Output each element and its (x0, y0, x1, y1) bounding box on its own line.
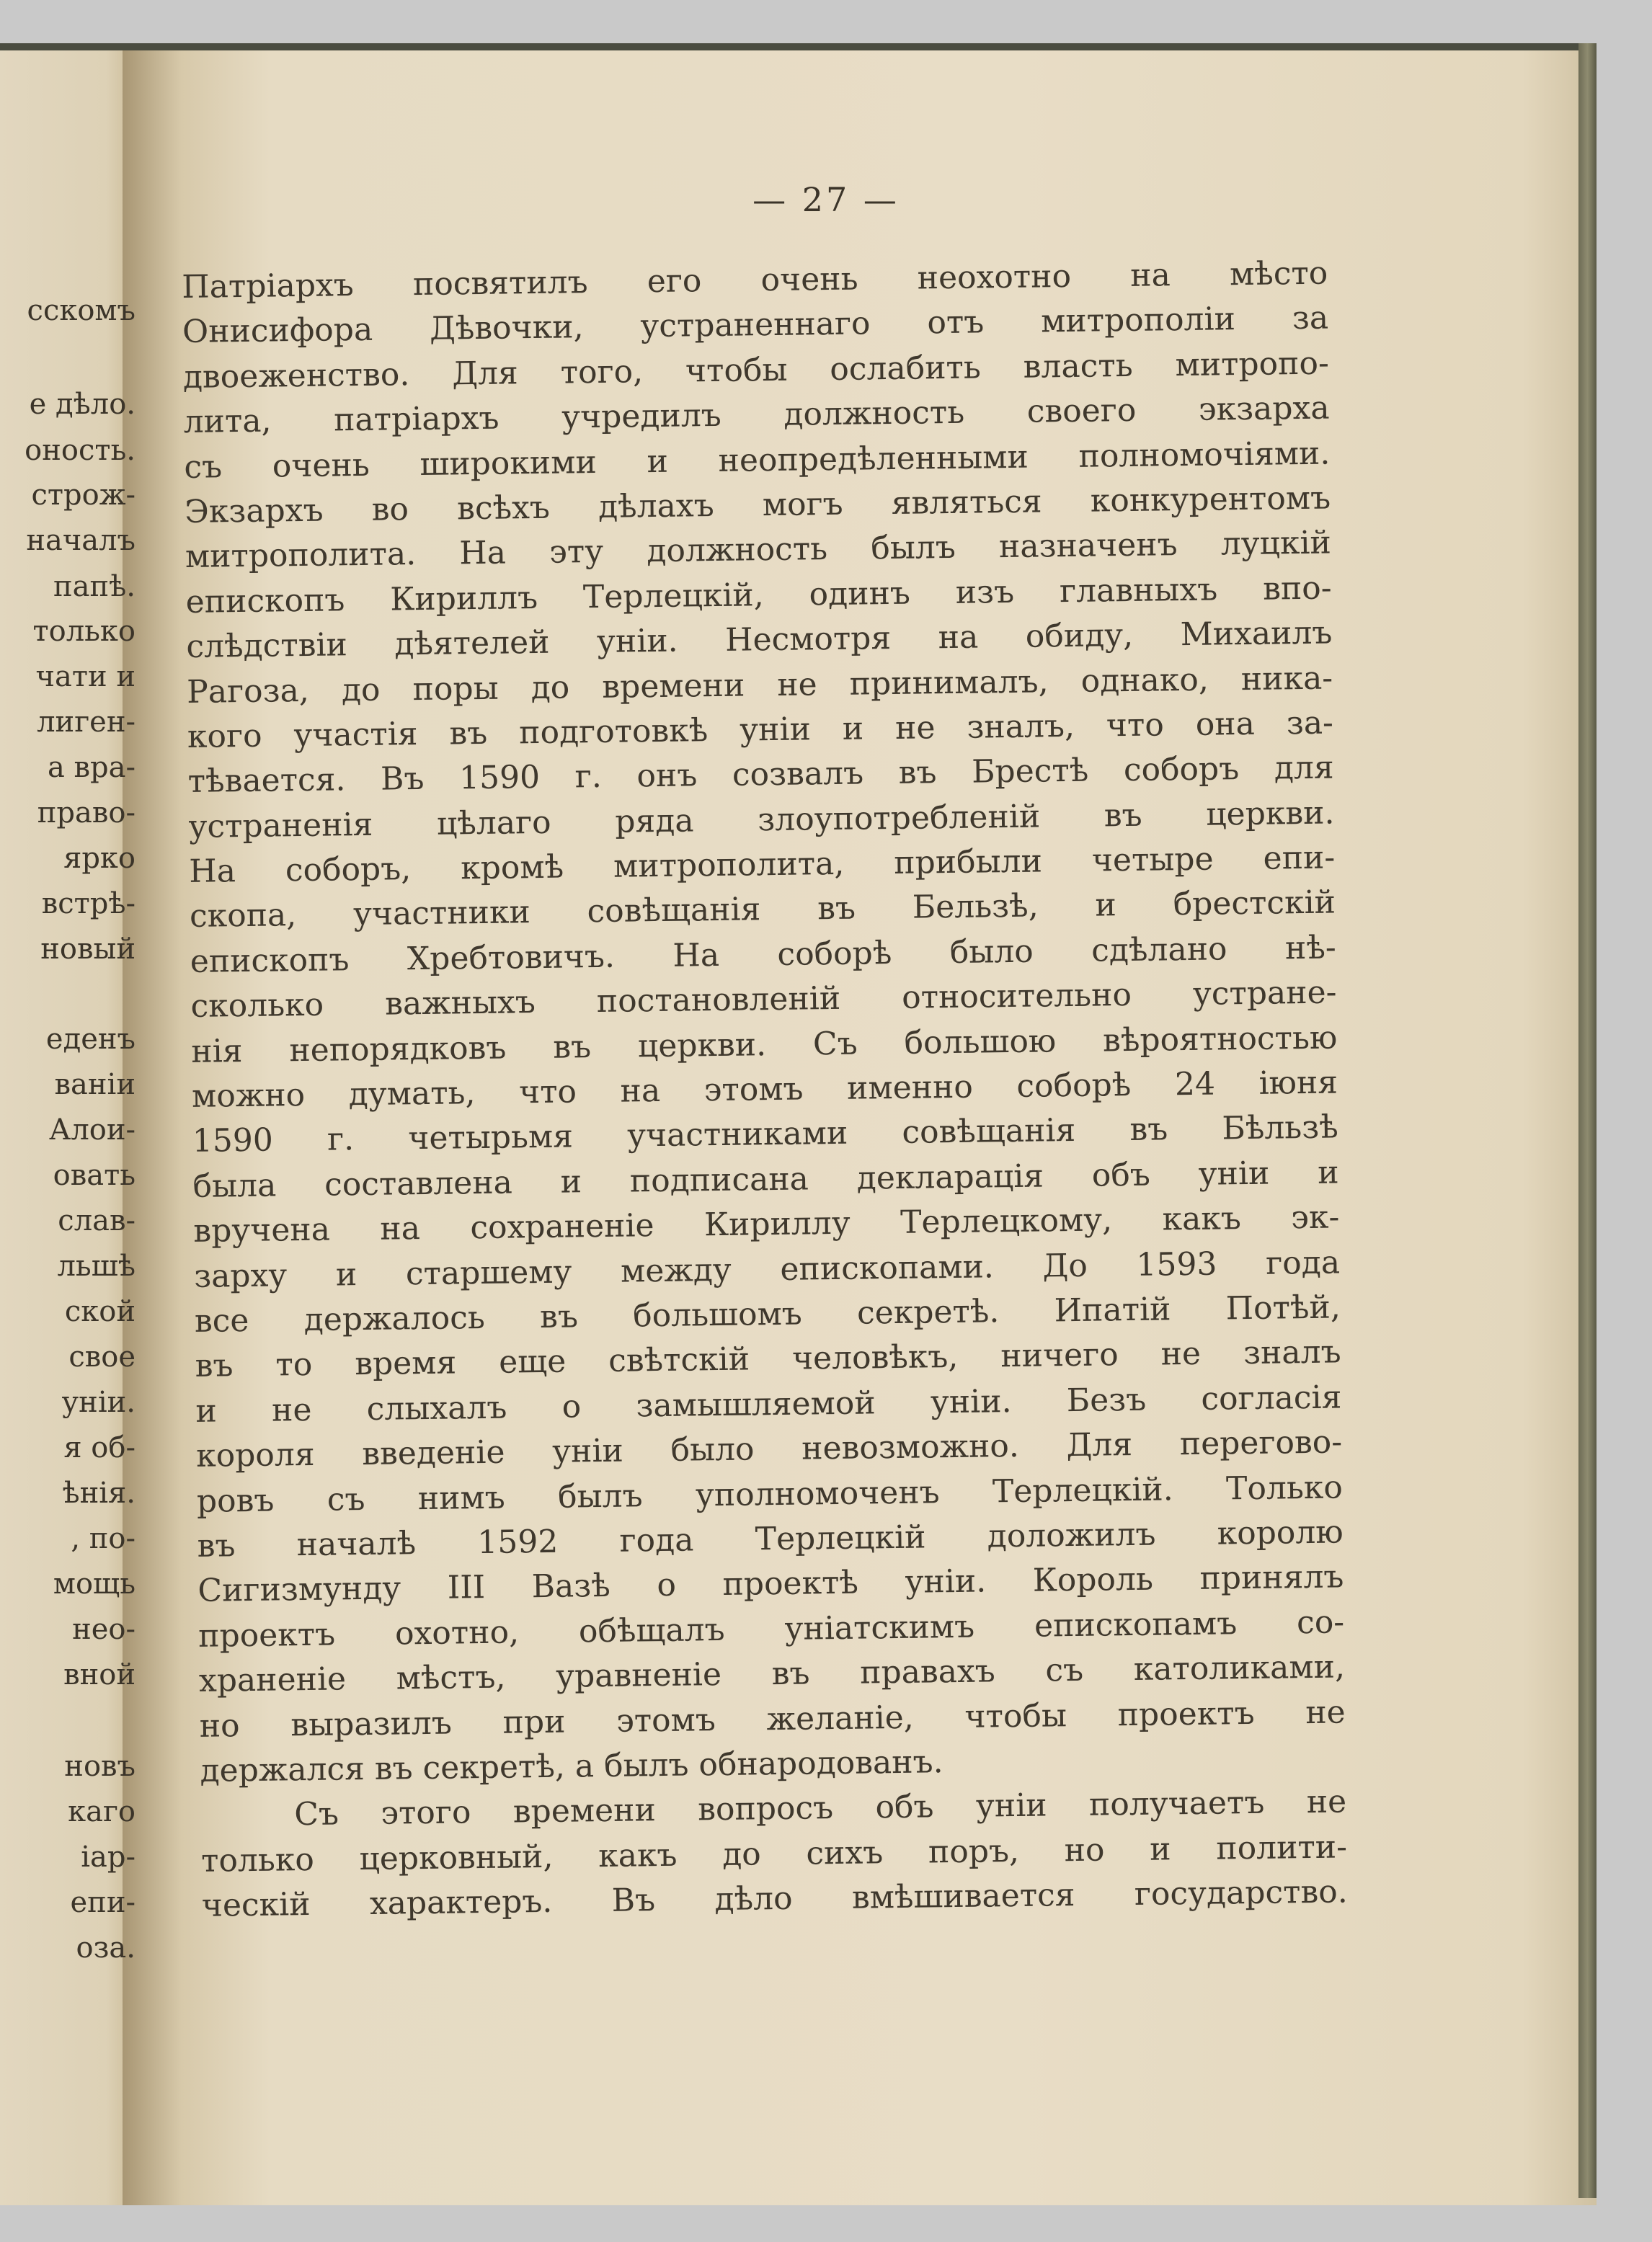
left-fragment: сскомъ (27, 294, 136, 327)
left-fragment: епи- (70, 1886, 136, 1919)
page-edge (1578, 43, 1597, 2198)
left-fragment: новъ (64, 1750, 136, 1783)
left-fragment: е дѣло. (29, 388, 136, 421)
text-line: сколько важныхъ постановленій относительно устране- (190, 974, 1337, 1026)
left-fragment: свое (68, 1340, 136, 1374)
text-line: епископъ Хребтовичъ. На соборѣ было сдѣлано нѣ- (190, 929, 1336, 980)
text-line: устраненія цѣлаго ряда злоупотребленій въ церкви. (188, 794, 1335, 845)
text-line: Экзархъ во всѣхъ дѣлахъ могъ являться конкурентомъ (184, 479, 1331, 530)
left-fragment: нео- (72, 1613, 136, 1646)
text-line: скопа, участники совѣщанія въ Бельзѣ, и брестскій (189, 884, 1336, 935)
text-line: Рагоза, до поры до времени не принималъ, однако, ника- (186, 659, 1333, 711)
text-line: съ очень широкими и неопредѣленными полномочіями. (184, 435, 1331, 486)
left-fragment: льшѣ (57, 1250, 136, 1283)
left-fragment: ской (64, 1295, 136, 1328)
text-line: ровъ съ нимъ былъ уполномоченъ Терлецкій. Только (196, 1468, 1344, 1520)
left-fragment: овать (53, 1159, 136, 1192)
text-line: зарху и старшему между епископами. До 1593 года (193, 1244, 1341, 1295)
left-fragment: чати и (35, 660, 136, 693)
text-line: двоеженство. Для того, чтобы ослабить власть митропо- (182, 344, 1330, 396)
text-line: короля введеніе уніи было невозможно. Для перегово- (195, 1423, 1343, 1475)
text-line: ческій характеръ. Въ дѣло вмѣшивается государство. (201, 1873, 1349, 1924)
left-fragment: лиген- (37, 706, 136, 739)
left-fragment: началъ (26, 524, 136, 557)
text-line: нія непорядковъ въ церкви. Съ большою вѣроятностью (191, 1019, 1338, 1070)
left-fragment: только (32, 615, 136, 648)
left-fragment: новый (40, 933, 136, 966)
left-fragment: я об- (63, 1431, 136, 1464)
text-line: кого участія въ подготовкѣ уніи и не зналъ, что она за- (187, 704, 1334, 755)
body-text (182, 252, 1348, 1929)
left-fragment: , по- (71, 1522, 136, 1555)
text-line: Съ этого времени вопросъ объ уніи получаетъ не (293, 1783, 1347, 1833)
left-fragment: Алои- (49, 1113, 136, 1147)
text-line: 1590 г. четырьмя участниками совѣщанія въ Бѣльзѣ (192, 1108, 1339, 1160)
left-fragment: ярко (63, 842, 136, 875)
left-page-text (0, 0, 144, 2242)
text-line: въ то время еще свѣтскій человѣкъ, ничего не зналъ (195, 1333, 1341, 1385)
left-fragment: слав- (58, 1204, 136, 1237)
left-fragment: мощь (53, 1567, 136, 1601)
text-line: митрополита. На эту должность былъ назначенъ луцкій (185, 524, 1332, 576)
text-line: все держалось въ большомъ секретѣ. Ипатій Потѣй, (194, 1289, 1341, 1340)
left-fragment: оза. (76, 1931, 136, 1965)
left-fragment: еденъ (45, 1023, 136, 1056)
text-line: слѣдствіи дѣятелей уніи. Несмотря на обиду, Михаилъ (186, 614, 1333, 666)
left-fragment: папѣ. (53, 570, 136, 603)
left-fragment: а вра- (47, 751, 136, 784)
left-fragment: право- (37, 796, 136, 829)
text-line: Патріархъ посвятилъ его очень неохотно на мѣсто (182, 254, 1328, 306)
left-fragment: оность. (25, 434, 136, 467)
text-line: можно думать, что на этомъ именно соборѣ 24 іюня (191, 1064, 1338, 1115)
text-line: епископъ Кириллъ Терлецкій, одинъ изъ главныхъ впо- (185, 569, 1332, 620)
left-fragment: строж- (31, 479, 136, 512)
left-fragment: вной (63, 1658, 136, 1691)
text-line: проектъ охотно, обѣщалъ уніатскимъ епископамъ со- (197, 1603, 1345, 1655)
text-line: На соборъ, кромѣ митрополита, прибыли четыре епи- (188, 839, 1336, 891)
text-line: храненіе мѣстъ, уравненіе въ правахъ съ католиками, (198, 1648, 1346, 1699)
text-line: лита, патріархъ учредилъ должность своего экзарха (183, 389, 1330, 441)
text-line: въ началѣ 1592 года Терлецкій доложилъ королю (197, 1513, 1344, 1565)
text-line: и не слыхалъ о замышляемой уніи. Безъ согласія (195, 1379, 1342, 1430)
left-fragment: каго (68, 1795, 136, 1828)
left-fragment: уніи. (61, 1386, 136, 1419)
text-line: Онисифора Дѣвочки, устраненнаго отъ митрополіи за (182, 299, 1329, 351)
page-number: — 27 — (752, 180, 900, 219)
text-line: вручена на сохраненіе Кириллу Терлецкому, какъ эк- (193, 1198, 1340, 1250)
left-fragment: іар- (81, 1841, 136, 1874)
left-fragment: ваніи (54, 1068, 136, 1101)
text-line: только церковный, какъ до сихъ поръ, но и полити- (200, 1828, 1348, 1880)
text-line: держался въ секретѣ, а былъ обнародованъ. (200, 1743, 943, 1789)
text-line: но выразилъ при этомъ желаніе, чтобы проектъ не (199, 1693, 1346, 1745)
text-line: была составлена и подписана декларація объ уніи и (192, 1154, 1339, 1205)
text-line: тѣвается. Въ 1590 г. онъ созвалъ въ Брестѣ соборъ для (187, 749, 1334, 801)
text-line: Сигизмунду III Вазѣ о проектѣ уніи. Король принялъ (197, 1558, 1344, 1610)
left-fragment: ѣнія. (62, 1477, 136, 1510)
left-fragment: встрѣ- (41, 887, 136, 920)
